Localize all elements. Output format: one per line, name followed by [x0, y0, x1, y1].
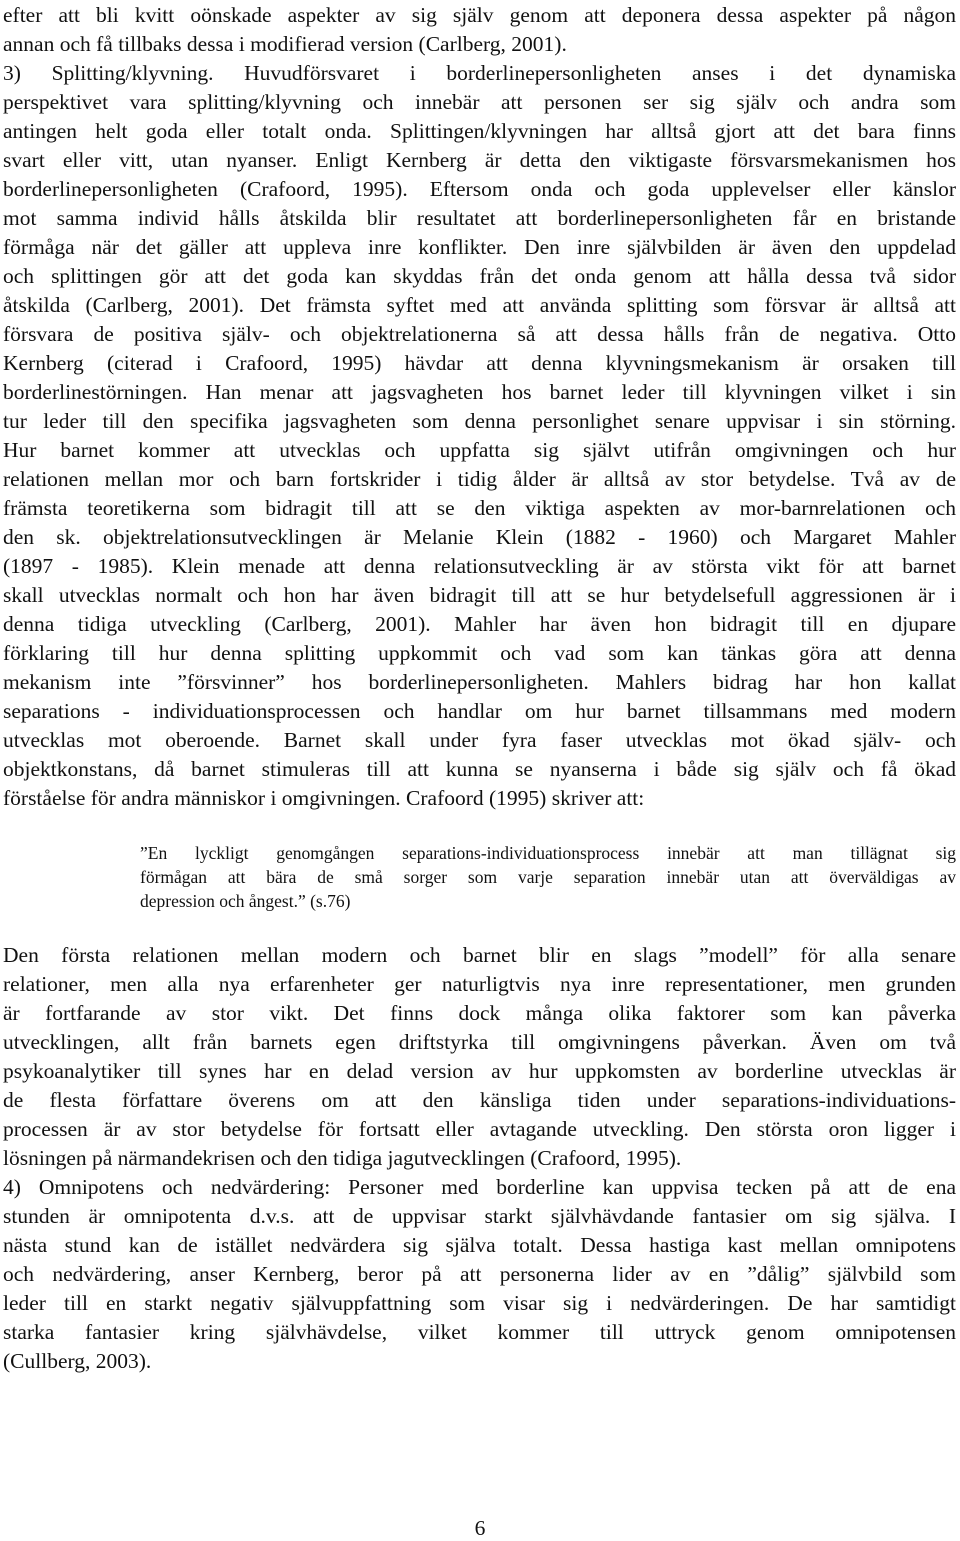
body-line: starka fantasier kring självhävdelse, vilket kommer till uttryck genom omnipotensen	[3, 1320, 956, 1344]
body-line: borderlinestörningen. Han menar att jagsvagheten hos barnet leder till klyvningen vilket i sin	[3, 380, 956, 404]
body-line: den sk. objektrelationsutvecklingen är Melanie Klein (1882 - 1960) och Margaret Mahler	[3, 525, 956, 549]
body-line: tur leder till den specifika jagsvagheten som denna personlighet senare uppvisar i sin störning.	[3, 409, 956, 433]
body-line: (1897 - 1985). Klein menade att denna relationsutveckling är av största vikt för att barnet	[3, 554, 956, 578]
body-line: de flesta författare överens om att den känsliga tiden under separations-individuations-	[3, 1088, 956, 1112]
body-line: och nedvärdering, anser Kernberg, beror på att personerna lider av en ”dålig” självbild som	[3, 1262, 956, 1286]
body-line: annan och få tillbaks dessa i modifierad version (Carlberg, 2001).	[3, 32, 567, 56]
body-line: nästa stund kan de istället nedvärdera sig själva totalt. Dessa hastiga kast mellan omnipotens	[3, 1233, 956, 1257]
body-line: och splittingen gör att det goda kan skyddas från det onda genom att hålla dessa två sidor	[3, 264, 956, 288]
body-line: denna tidiga utveckling (Carlberg, 2001). Mahler har även hon bidragit till en djupare	[3, 612, 956, 636]
body-line: åtskilda (Carlberg, 2001). Det främsta syftet med att använda splitting som försvar är alltså att	[3, 293, 956, 317]
body-line: utvecklas mot oberoende. Barnet skall under fyra faser utvecklas mot ökad själv- och	[3, 728, 956, 752]
body-line: relationer, men alla nya erfarenheter ger naturligtvis nya inre representationer, men grunden	[3, 972, 956, 996]
body-line: förståelse för andra människor i omgivningen. Crafoord (1995) skriver att:	[3, 786, 645, 810]
body-line: är fortfarande av stor vikt. Det finns dock många olika faktorer som kan påverka	[3, 1001, 956, 1025]
body-line: skall utvecklas normalt och hon har även bidragit till att se hur betydelsefull aggressionen är i	[3, 583, 956, 607]
body-line: borderlinepersonligheten (Crafoord, 1995). Eftersom onda och goda upplevelser eller känslor	[3, 177, 956, 201]
body-line: utvecklingen, allt från barnets egen driftstyrka till omgivningens påverkan. Även om två	[3, 1030, 956, 1054]
body-line: psykoanalytiker till synes har en delad version av hur uppkomsten av borderline utvecklas är	[3, 1059, 956, 1083]
body-line: stunden är omnipotenta d.v.s. att de uppvisar starkt självhävdande fantasier om sig själva. I	[3, 1204, 956, 1228]
body-line: relationen mellan mor och barn fortskrider i tidig ålder är alltså av stor betydelse. Två av de	[3, 467, 956, 491]
body-line: efter att bli kvitt oönskade aspekter av sig själv genom att deponera dessa aspekter på någon	[3, 3, 956, 27]
body-line: objektkonstans, då barnet stimuleras till att kunna se nyanserna i både sig själv och få ökad	[3, 757, 956, 781]
body-line: förmåga när det gäller att uppleva inre konflikter. Den inre självbilden är även den uppdelad	[3, 235, 956, 259]
body-line: Kernberg (citerad i Crafoord, 1995) hävdar att denna klyvningsmekanism är orsaken till	[3, 351, 956, 375]
body-line: svart eller vitt, utan nyanser. Enligt Kernberg är detta den viktigaste försvarsmekanismen hos	[3, 148, 956, 172]
body-line: Den första relationen mellan modern och barnet blir en slags ”modell” för alla senare	[3, 943, 956, 967]
body-line: 3) Splitting/klyvning. Huvudförsvaret i borderlinepersonligheten anses i det dynamiska	[3, 61, 956, 85]
quote-line: ”En lyckligt genomgången separations-individuationsprocess innebär att man tillägnat sig	[140, 843, 956, 863]
body-line: separations - individuationsprocessen och handlar om hur barnet tillsammans med modern	[3, 699, 956, 723]
body-line: försvara de positiva själv- och objektrelationerna så att dessa hålls från de negativa. Otto	[3, 322, 956, 346]
body-line: förklaring till hur denna splitting uppkommit och vad som kan tänkas göra att denna	[3, 641, 956, 665]
body-line: (Cullberg, 2003).	[3, 1349, 152, 1373]
quote-line: depression och ångest.” (s.76)	[140, 891, 351, 911]
body-line: Hur barnet kommer att utvecklas och uppfatta sig självt utifrån omgivningen och hur	[3, 438, 956, 462]
body-line: mot samma individ hålls åtskilda blir resultatet att borderlinepersonligheten får en bristande	[3, 206, 956, 230]
body-line: leder till en starkt negativ självuppfattning som visar sig i nedvärderingen. De har samtidigt	[3, 1291, 956, 1315]
page-number: 6	[474, 1516, 486, 1540]
quote-line: förmågan att bära de små sorger som varje separation innebär utan att överväldigas av	[140, 867, 956, 887]
body-line: antingen helt goda eller totalt onda. Splittingen/klyvningen har alltså gjort att det bara finns	[3, 119, 956, 143]
body-line: processen är av stor betydelse för fortsatt eller avtagande utveckling. Den största oron ligger i	[3, 1117, 956, 1141]
body-line: perspektivet vara splitting/klyvning och innebär att personen ser sig själv och andra som	[3, 90, 956, 114]
body-line: lösningen på närmandekrisen och den tidiga jagutvecklingen (Crafoord, 1995).	[3, 1146, 682, 1170]
body-line: mekanism inte ”försvinner” hos borderlinepersonligheten. Mahlers bidrag har hon kallat	[3, 670, 956, 694]
body-line: 4) Omnipotens och nedvärdering: Personer med borderline kan uppvisa tecken på att de ena	[3, 1175, 956, 1199]
body-line: främsta teoretikerna som bidragit till att se den viktiga aspekten av mor-barnrelationen och	[3, 496, 956, 520]
